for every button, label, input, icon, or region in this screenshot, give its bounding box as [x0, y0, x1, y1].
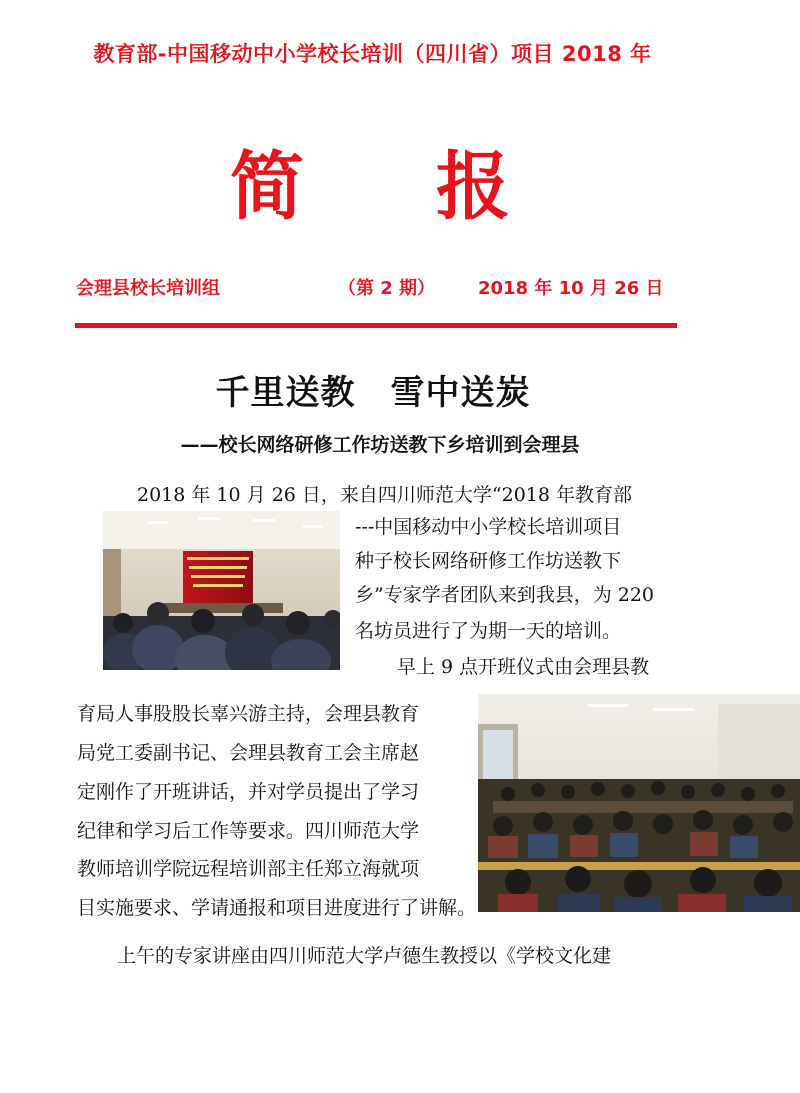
body-line: 早上 9 点开班仪式由会理县教 — [397, 656, 650, 678]
bulletin-title-char-1: 简 — [230, 144, 304, 230]
audience-image — [478, 694, 800, 912]
header-divider — [75, 323, 677, 328]
body-line: 名坊员进行了为期一天的培训。 — [355, 620, 622, 642]
group-name: 会理县校长培训组 — [76, 278, 220, 299]
article-title: 千里送教 雪中送炭 — [215, 373, 531, 413]
body-line: 局党工委副书记、会理县教育工会主席赵 — [77, 742, 420, 764]
article-subtitle: ——校长网络研修工作坊送教下乡培训到会理县 — [180, 434, 580, 456]
body-line: 乡”专家学者团队来到我县，为 220 — [355, 584, 655, 606]
issue-date: 2018 年 10 月 26 日 — [478, 278, 664, 299]
training-hall-photo — [103, 511, 340, 670]
training-hall-image — [103, 511, 340, 670]
body-line: 上午的专家讲座由四川师范大学卢德生教授以《学校文化建 — [117, 945, 612, 967]
body-line: ---中国移动中小学校长培训项目 — [355, 516, 622, 538]
body-line: 定刚作了开班讲话，并对学员提出了学习 — [77, 781, 420, 803]
body-line: 2018 年 10 月 26 日，来自四川师范大学“2018 年教育部 — [137, 484, 633, 506]
project-header: 教育部-中国移动中小学校长培训（四川省）项目 2018 年 — [93, 42, 652, 66]
body-line: 纪律和学习后工作等要求。四川师范大学 — [77, 820, 420, 842]
body-line: 教师培训学院远程培训部主任郑立海就项 — [77, 858, 420, 880]
bulletin-title — [230, 128, 520, 230]
body-line: 目实施要求、学请通报和项目进度进行了讲解。 — [77, 897, 477, 919]
bulletin-title-char-2: 报 — [436, 144, 510, 230]
body-line: 育局人事股股长辜兴游主持，会理县教育 — [77, 703, 420, 725]
issue-number: （第 2 期） — [338, 278, 436, 299]
body-line: 种子校长网络研修工作坊送教下 — [355, 550, 622, 572]
audience-photo — [478, 694, 800, 912]
